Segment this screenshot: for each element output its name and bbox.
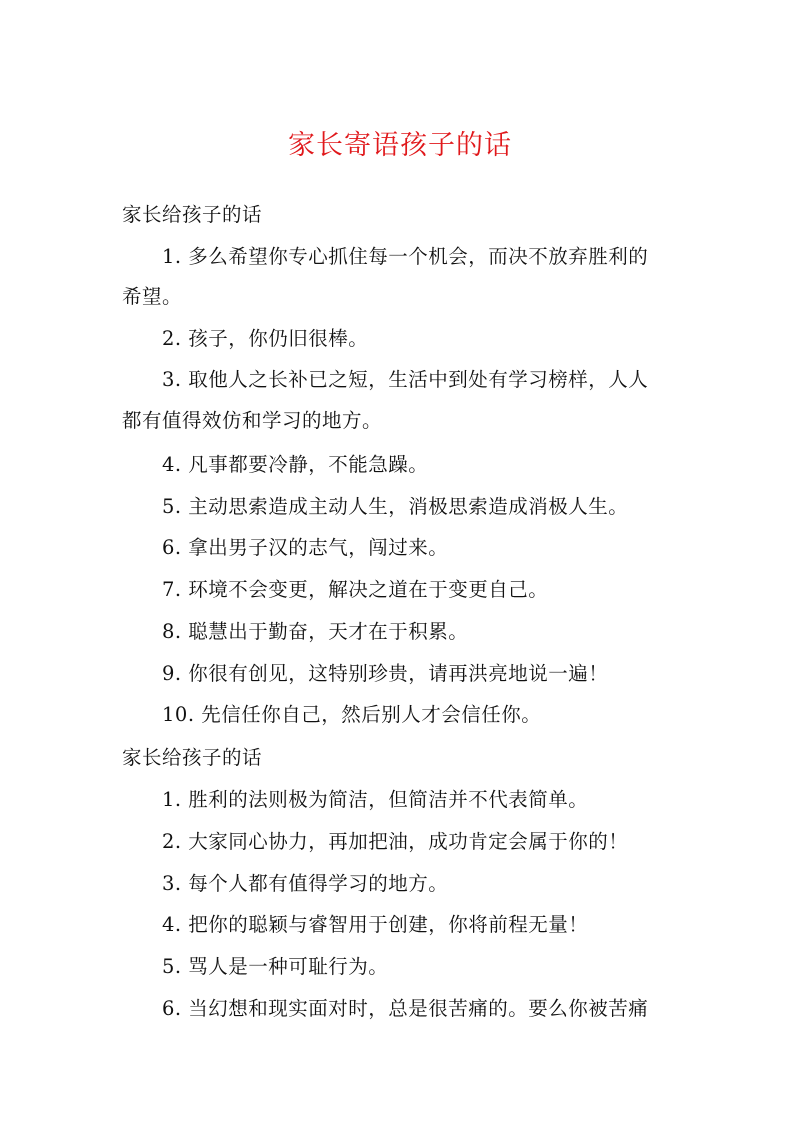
section-heading: 家长给孩子的话 [122,203,263,226]
list-item: 3. 取他人之长补已之短，生活中到处有学习榜样，人人 [162,368,649,391]
list-item: 6. 拿出男子汉的志气，闯过来。 [162,536,449,559]
list-item: 8. 聪慧出于勤奋，天才在于积累。 [162,620,469,643]
list-item: 1. 胜利的法则极为简洁，但简洁并不代表简单。 [162,788,589,811]
list-item: 3. 每个人都有值得学习的地方。 [162,872,449,895]
list-item: 6. 当幻想和现实面对时，总是很苦痛的。要么你被苦痛 [162,997,649,1020]
page-title: 家长寄语孩子的话 [288,130,512,161]
list-item: 4. 凡事都要冷静，不能急躁。 [162,453,429,476]
section-heading: 家长给孩子的话 [122,746,263,769]
list-item: 9. 你很有创见，这特别珍贵，请再洪亮地说一遍！ [162,662,609,685]
list-item: 2. 孩子，你仍旧很棒。 [162,327,369,350]
list-item: 1. 多么希望你专心抓住每一个机会，而决不放弃胜利的 [162,245,649,268]
list-item: 2. 大家同心协力，再加把油，成功肯定会属于你的！ [162,830,629,853]
list-item-continuation: 希望。 [122,285,183,308]
list-item: 7. 环境不会变更，解决之道在于变更自己。 [162,578,549,601]
list-item: 4. 把你的聪颖与睿智用于创建，你将前程无量！ [162,913,589,936]
list-item: 10. 先信任你自己，然后别人才会信任你。 [162,703,542,726]
list-item: 5. 主动思索造成主动人生，消极思索造成消极人生。 [162,495,629,518]
list-item-continuation: 都有值得效仿和学习的地方。 [122,409,383,432]
list-item: 5. 骂人是一种可耻行为。 [162,955,389,978]
